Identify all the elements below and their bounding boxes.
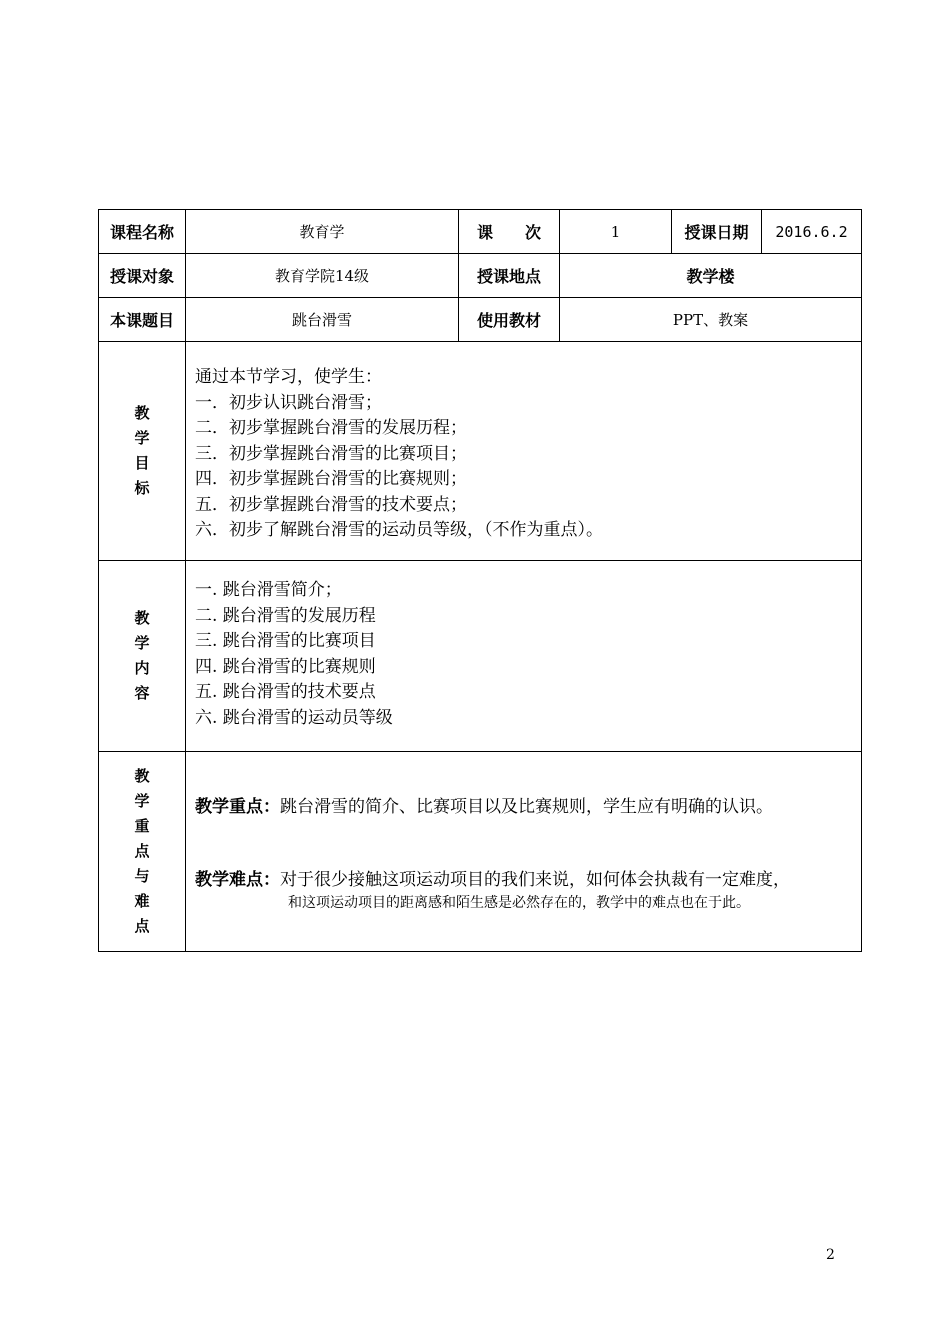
- location-label: 授课地点: [459, 254, 560, 298]
- goals-line: 三．初步掌握跳台滑雪的比赛项目；: [195, 443, 467, 464]
- table-row: [99, 210, 862, 254]
- focus-label: 教 学 重 点 与 难 点: [99, 752, 186, 952]
- content-line: 一. 跳台滑雪简介；: [195, 580, 342, 600]
- material-label: 使用教材: [459, 298, 560, 342]
- goals-line: 四．初步掌握跳台滑雪的比赛规则；: [195, 469, 467, 489]
- date-label: 授课日期: [672, 210, 762, 254]
- focus-content: [186, 752, 862, 952]
- content-line: 二. 跳台滑雪的发展历程: [195, 605, 376, 626]
- table-row: [99, 561, 862, 752]
- page-number: 2: [826, 1247, 835, 1263]
- goals-line: 五．初步掌握跳台滑雪的技术要点；: [195, 494, 467, 515]
- goals-line: 一．初步认识跳台滑雪；: [195, 392, 382, 413]
- content-label: 教 学 内 容: [99, 561, 186, 752]
- session-label: 课 次: [459, 210, 560, 254]
- goals-line: 通过本节学习，使学生：: [195, 367, 382, 387]
- content-list: [186, 561, 862, 752]
- goals-line: 二．初步掌握跳台滑雪的发展历程；: [195, 418, 467, 438]
- content-line: 六. 跳台滑雪的运动员等级: [195, 707, 393, 728]
- lesson-plan-table: [98, 209, 862, 952]
- table-row: [99, 298, 862, 342]
- goals-label: 教 学 目 标: [99, 342, 186, 561]
- audience-value: 教育学院14级: [186, 254, 459, 298]
- session-value: 1: [560, 210, 672, 254]
- difficulty-continuation: 和这项运动项目的距离感和陌生感是必然存在的，教学中的难点也在于此。: [288, 894, 750, 911]
- course-name-value: 教育学: [186, 210, 459, 254]
- date-value: 2016.6.2: [762, 210, 862, 254]
- content-line: 五. 跳台滑雪的技术要点: [195, 682, 376, 702]
- course-name-label: 课程名称: [99, 210, 186, 254]
- difficulty-point: 教学难点：对于很少接触这项运动项目的我们来说，如何体会执裁有一定难度，: [195, 869, 790, 890]
- content-line: 四. 跳台滑雪的比赛规则: [195, 656, 376, 677]
- content-line: 三. 跳台滑雪的比赛项目: [195, 631, 376, 651]
- table-row: [99, 342, 862, 561]
- goals-line: 六．初步了解跳台滑雪的运动员等级，（不作为重点）。: [195, 520, 603, 540]
- table-row: [99, 752, 862, 952]
- topic-value: 跳台滑雪: [186, 298, 459, 342]
- goals-content: [186, 342, 862, 561]
- topic-label: 本课题目: [99, 298, 186, 342]
- table-row: [99, 254, 862, 298]
- key-point: 教学重点：跳台滑雪的简介、比赛项目以及比赛规则，学生应有明确的认识。: [195, 796, 773, 817]
- location-value: 教学楼: [560, 254, 862, 298]
- audience-label: 授课对象: [99, 254, 186, 298]
- material-value: PPT、教案: [560, 298, 862, 342]
